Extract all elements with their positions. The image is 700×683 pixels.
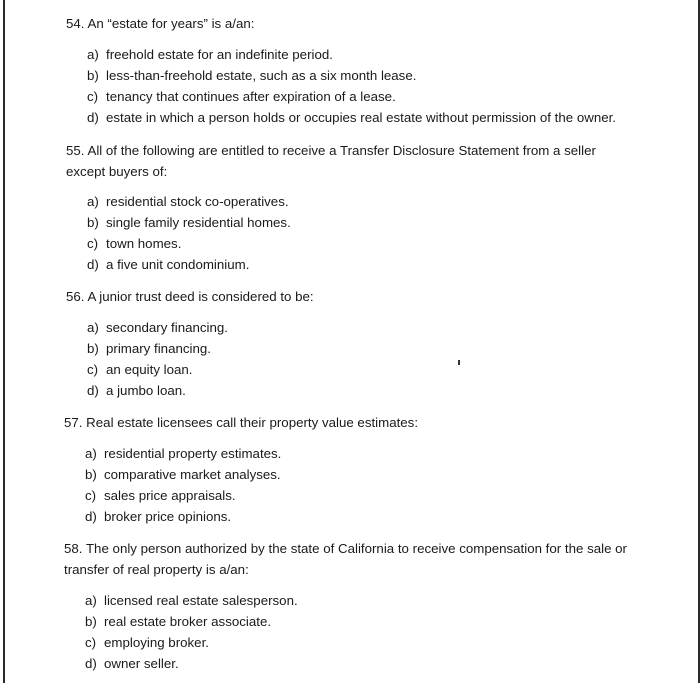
option-letter: c): [87, 362, 99, 377]
question-55-options: [87, 191, 291, 275]
option-letter: c): [85, 488, 97, 503]
option-58-a: [85, 590, 298, 611]
option-text: residential property estimates.: [104, 446, 282, 461]
option-letter: d): [85, 509, 97, 524]
option-text: owner seller.: [104, 656, 179, 671]
option-58-b: [85, 611, 298, 632]
option-text: secondary financing.: [106, 320, 228, 335]
option-56-d: [87, 380, 228, 401]
option-text: town homes.: [106, 236, 182, 251]
option-letter: b): [87, 215, 99, 230]
option-text: sales price appraisals.: [104, 488, 236, 503]
option-text: tenancy that continues after expiration of a lease.: [106, 89, 396, 104]
option-text: estate in which a person holds or occupies real estate without permission of the owner.: [106, 110, 616, 125]
option-letter: d): [87, 257, 99, 272]
option-56-c: [87, 359, 228, 380]
option-letter: b): [87, 68, 99, 83]
question-56-options: [87, 317, 228, 401]
option-letter: a): [87, 194, 99, 209]
option-text: primary financing.: [106, 341, 211, 356]
option-57-a: [85, 443, 281, 464]
option-text: single family residential homes.: [106, 215, 291, 230]
option-letter: a): [85, 446, 97, 461]
option-57-d: [85, 506, 281, 527]
option-letter: a): [87, 320, 99, 335]
option-text: less-than-freehold estate, such as a six month lease.: [106, 68, 417, 83]
option-letter: b): [85, 614, 97, 629]
option-text: a five unit condominium.: [106, 257, 250, 272]
option-text: employing broker.: [104, 635, 209, 650]
option-57-b: [85, 464, 281, 485]
option-55-c: [87, 233, 291, 254]
option-text: residential stock co-operatives.: [106, 194, 289, 209]
option-55-a: [87, 191, 291, 212]
page-left-border: [3, 0, 5, 683]
option-text: real estate broker associate.: [104, 614, 272, 629]
option-55-d: [87, 254, 291, 275]
option-56-b: [87, 338, 228, 359]
option-letter: c): [87, 236, 99, 251]
option-text: an equity loan.: [106, 362, 193, 377]
option-letter: d): [85, 656, 97, 671]
option-letter: a): [85, 593, 97, 608]
option-57-c: [85, 485, 281, 506]
option-letter: d): [87, 383, 99, 398]
option-letter: a): [87, 47, 99, 62]
option-54-a: [87, 44, 616, 65]
option-letter: d): [87, 110, 99, 125]
question-57-options: [85, 443, 281, 527]
question-56-prompt: 56. A junior trust deed is considered to be:: [66, 289, 314, 304]
option-58-d: [85, 653, 298, 674]
option-text: comparative market analyses.: [104, 467, 281, 482]
option-letter: b): [87, 341, 99, 356]
option-55-b: [87, 212, 291, 233]
question-57-prompt: 57. Real estate licensees call their property value estimates:: [64, 415, 419, 430]
option-text: broker price opinions.: [104, 509, 232, 524]
question-58-options: [85, 590, 298, 674]
option-54-d: [87, 107, 616, 128]
option-56-a: [87, 317, 228, 338]
option-letter: c): [85, 635, 97, 650]
question-54-prompt: 54. An “estate for years” is a/an:: [66, 16, 255, 31]
option-letter: c): [87, 89, 99, 104]
question-55-prompt: 55. All of the following are entitled to receive a Transfer Disclosure Statement from a seller except buyers of:: [66, 143, 596, 179]
option-54-b: [87, 65, 616, 86]
option-text: licensed real estate salesperson.: [104, 593, 298, 608]
option-54-c: [87, 86, 616, 107]
question-58-prompt: 58. The only person authorized by the state of California to receive compensation for the sale or transfer of real property is a/an:: [64, 541, 627, 577]
option-letter: b): [85, 467, 97, 482]
option-text: freehold estate for an indefinite period.: [106, 47, 333, 62]
stray-mark: [458, 360, 460, 365]
option-text: a jumbo loan.: [106, 383, 186, 398]
option-58-c: [85, 632, 298, 653]
question-54-options: [87, 44, 616, 128]
